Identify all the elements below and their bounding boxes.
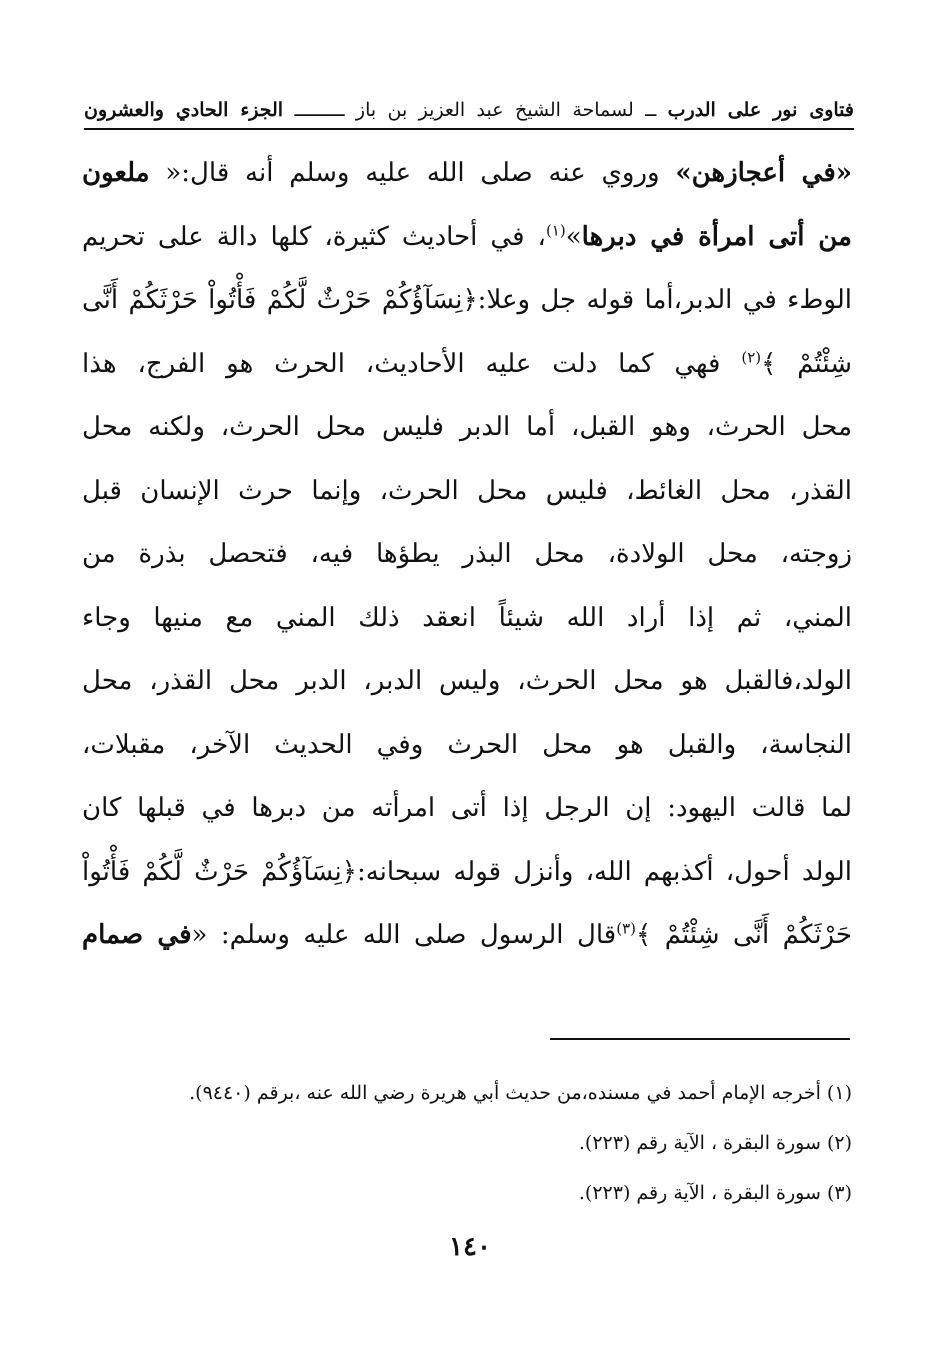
text-line-6: القذر، محل الغائط، فليس محل الحرث، وإنما حرث الإنسان قبل <box>82 475 852 506</box>
text-line-12: الولد أحول، أكذبهم الله، وأنزل قوله سبحانه:﴿نِسَآؤُكُمْ حَرْثٌ لَّكُمْ فَأْتُواْ <box>82 856 852 887</box>
text-line-13: حَرْثَكُمْ أَنَّى شِئْتُمْ ﴾$^{(٣)}$قال الرسول صلى الله عليه وسلم: «في صمام <box>82 919 852 950</box>
text-line-8: المني، ثم إذا أراد الله شيئاً انعقد ذلك المني مع منيها وجاء <box>82 602 852 633</box>
running-header <box>84 96 854 124</box>
body-text <box>82 142 852 968</box>
footnotes <box>82 1076 852 1226</box>
text-line-9: الولد،فالقبل هو محل الحرث، وليس الدبر، الدبر محل القذر، محل <box>82 666 852 696</box>
page-number: ١٤٠ <box>449 1232 491 1262</box>
text-line-4: شِئْتُمْ ﴾$^{(٢)}$ فهي كما دلت عليه الأحاديث، الحرث هو الفرج، هذا <box>82 347 852 379</box>
text-line-5: محل الحرث، وهو القبل، أما الدبر فليس محل الحرث، ولكنه محل <box>82 412 852 442</box>
footnote-divider <box>550 1038 850 1040</box>
footnote-ref-2: (٢) <box>741 347 762 366</box>
footnote-3: (٣) سورة البقرة ، الآية رقم (٢٢٣). <box>578 1182 852 1204</box>
book-title: فتاوى نور على الدرب <box>667 99 854 121</box>
text-line-2: من أتى امرأة في دبرها»$^{(١)}$، في أحاديث كثيرة، كلها دالة على تحريم <box>82 220 852 252</box>
author-line: ــ لسماحة الشيخ عبد العزيز بن باز ـــــــــ <box>294 99 657 121</box>
footnote-ref-1: (١) <box>545 220 566 239</box>
text-line-7: زوجته، محل الولادة، محل البذر يطؤها فيه، فتحصل بذرة من <box>82 539 852 569</box>
footnote-ref-3: (٣) <box>616 919 637 938</box>
volume-label: الجزء الحادي والعشرون <box>84 99 284 121</box>
footnote-2: (٢) سورة البقرة ، الآية رقم (٢٢٣). <box>578 1132 852 1154</box>
text-line-10: النجاسة، والقبل هو محل الحرث وفي الحديث الآخر، مقبلات، <box>82 729 852 760</box>
text-line-11: لما قالت اليهود: إن الرجل إذا أتى امرأته من دبرها في قبلها كان <box>82 793 852 823</box>
footnote-1: (١) أخرجه الإمام أحمد في مسنده،من حديث أبي هريرة رضي الله عنه ،برقم (٩٤٤٠). <box>189 1082 852 1104</box>
text-line-3: الوطء في الدبر،أما قوله جل وعلا:﴿نِسَآؤُكُمْ حَرْثٌ لَّكُمْ فَأْتُواْ حَرْثَكُمْ أَنَّى <box>82 285 852 315</box>
header-divider <box>84 128 854 130</box>
text-line-1: «في أعجازهن» وروي عنه صلى الله عليه وسلم أنه قال:« ملعون <box>82 158 852 188</box>
